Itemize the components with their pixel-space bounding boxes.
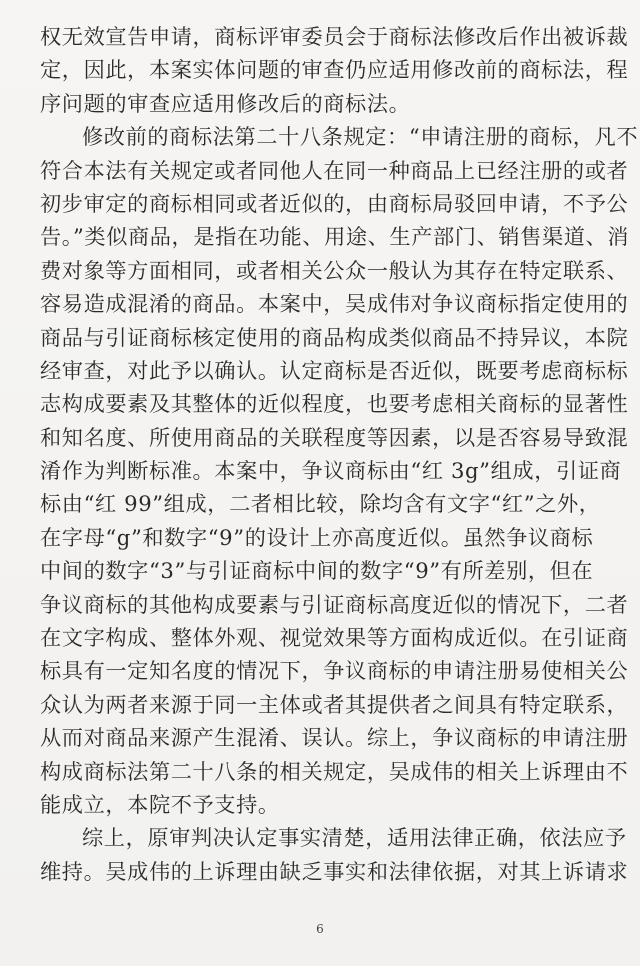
text-line: 经审查，对此予以确认。认定商标是否近似，既要考虑商标标 [40, 357, 629, 383]
text-line: 费对象等方面相同，或者相关公众一般认为其存在特定联系、 [40, 257, 629, 283]
text-line: 定，因此，本案实体问题的审查仍应适用修改前的商标法，程 [40, 57, 629, 83]
body-text [40, 20, 639, 888]
text-line: 在文字构成、整体外观、视觉效果等方面构成近似。在引证商 [40, 625, 629, 651]
text-line: 众认为两者来源于同一主体或者其提供者之间具有特定联系， [40, 691, 629, 717]
text-line: 初步审定的商标相同或者近似的，由商标局驳回申请，不予公 [40, 190, 629, 216]
text-line: 淆作为判断标准。本案中，争议商标由“红 3g”组成，引证商 [40, 458, 622, 484]
text-line: 和知名度、所使用商品的关联程度等因素，以是否容易导致混 [40, 424, 629, 450]
text-line: 权无效宣告申请，商标评审委员会于商标法修改后作出被诉裁 [40, 24, 629, 49]
text-line: 争议商标的其他构成要素与引证商标高度近似的情况下，二者 [40, 591, 629, 617]
text-line: 志构成要素及其整体的近似程度，也要考虑相关商标的显著性 [40, 391, 629, 417]
text-line: 标具有一定知名度的情况下，争议商标的申请注册易使相关公 [40, 658, 629, 684]
text-line: 告。”类似商品，是指在功能、用途、生产部门、销售渠道、消 [40, 224, 630, 250]
text-line: 标由“红 99”组成，二者相比较，除均含有文字“红”之外， [40, 491, 601, 517]
text-line: 容易造成混淆的商品。本案中，吴成伟对争议商标指定使用的 [40, 291, 629, 317]
text-line: 从而对商品来源产生混淆、误认。综上，争议商标的申请注册 [40, 725, 629, 751]
text-line: 中间的数字“3”与引证商标中间的数字“9”有所差别，但在 [40, 558, 594, 584]
text-line: 在字母“g”和数字“9”的设计上亦高度近似。虽然争议商标 [40, 524, 594, 550]
paragraph-start-line: 修改前的商标法第二十八条规定：“申请注册的商标，凡不 [82, 124, 639, 150]
text-line: 维持。吴成伟的上诉理由缺乏事实和法律依据，对其上诉请求 [40, 858, 629, 884]
text-line: 构成商标法第二十八条的相关规定，吴成伟的相关上诉理由不 [40, 758, 629, 784]
page-number: 6 [316, 922, 324, 936]
text-line: 符合本法有关规定或者同他人在同一种商品上已经注册的或者 [40, 157, 629, 183]
text-line: 序问题的审查应适用修改后的商标法。 [40, 90, 411, 116]
text-line: 能成立，本院不予支持。 [40, 791, 280, 817]
paragraph-start-line: 综上，原审判决认定事实清楚，适用法律正确，依法应予 [82, 825, 627, 851]
text-line: 商品与引证商标核定使用的商品构成类似商品不持异议，本院 [40, 324, 629, 350]
